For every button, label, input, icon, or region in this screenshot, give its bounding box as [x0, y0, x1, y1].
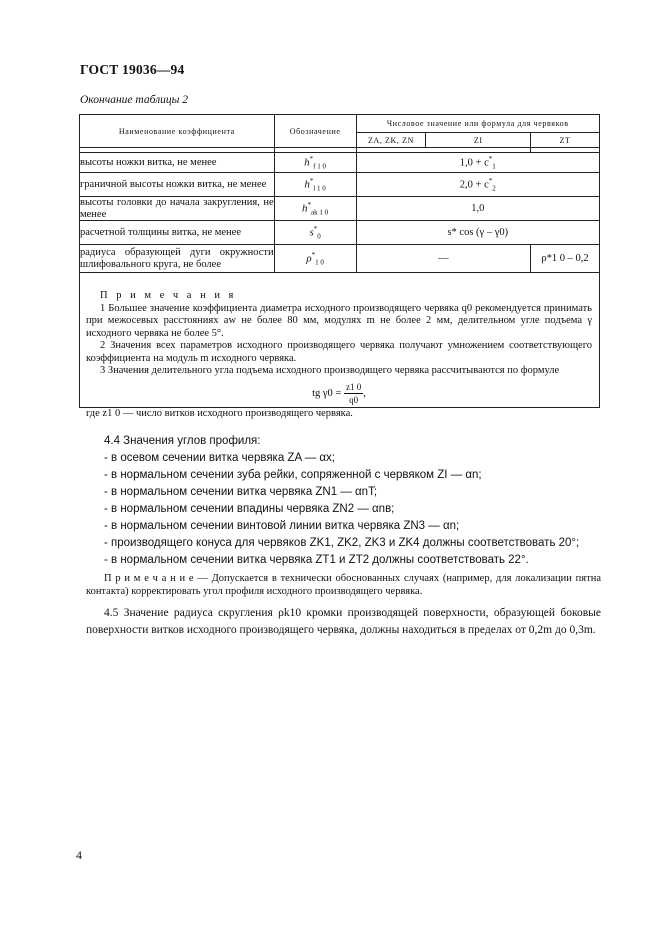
document-header: ГОСТ 19036—94	[80, 62, 185, 77]
note-3: 3 Значения делительного угла подъема исходного производящего червяка рассчитываются по формуле	[100, 365, 560, 376]
section-4-5: 4.5 Значение радиуса скругления ρk10 кромки производящей поверхности, образующей боковые поверхности витков исходного производящего червяка, должны находиться в пределах от 0,2m до 0,3m.	[86, 607, 601, 636]
formula: tg γ0 = $\frac{z1 0}{q0}$ ,	[312, 381, 366, 405]
table-notes	[86, 290, 592, 420]
subheader-zi: ZI	[426, 133, 531, 148]
table-row: расчетной толщины витка, не менее $s^*_0$ s* cos (γ – γ0)	[80, 221, 600, 245]
header-value: Числовое значение или формула для червяков	[356, 115, 599, 133]
note-1: 1 Большее значение коэффициента диаметра исходного производящего червяка q0 рекомендуется принимать при межосевых расстояниях aw не более 80 мм, модулях m не более 2 мм, делительном угле подъема γ исходного червяка не более 5°.	[86, 302, 592, 339]
list-item: - в нормальном сечении витка червяка ZN1 — αnT;	[104, 486, 378, 498]
table-row: граничной высоты ножки витка, не менее $h^*_{l 1 0}$ $2,0 + c^*_2$	[80, 173, 600, 197]
page-number: 4	[76, 848, 82, 862]
list-item: - производящего конуса для червяков ZK1, ZK2, ZK3 и ZK4 должны соответствовать 20°;	[104, 537, 580, 549]
header-symbol: Обозначение	[274, 115, 356, 148]
header-name: Наименование коэффициента	[80, 115, 275, 148]
table-row: высоты головки до начала закругления, не менее $h^*_{ak 1 0}$ 1,0	[80, 197, 600, 221]
table-continuation-caption: Окончание таблицы 2	[80, 94, 188, 106]
list-item: - в нормальном сечении винтовой линии витка червяка ZN3 — αn;	[104, 520, 460, 532]
list-item: - в осевом сечении витка червяка ZA — αx;	[104, 452, 335, 464]
notes-title: П р и м е ч а н и я	[100, 290, 237, 301]
section-4-4-note: П р и м е ч а н и е — Допускается в технически обоснованных случаях (например, для локализации пятна контакта) корректировать угол профиля исходного производящего червяка.	[86, 573, 601, 597]
section-4-4-title: 4.4 Значения углов профиля:	[104, 435, 261, 447]
table-row: высоты ножки витка, не менее $h^*_{f 1 0}$ $1,0 + c^*_1$	[80, 153, 600, 173]
list-item: - в нормальном сечении впадины червяка ZN2 — αnв;	[104, 503, 395, 515]
list-item: - в нормальном сечении витка червяка ZT1 и ZT2 должны соответствовать 22°.	[104, 554, 529, 566]
subheader-za: ZA, ZK, ZN	[356, 133, 426, 148]
subheader-zt: ZT	[531, 133, 600, 148]
table-row: радиуса образующей дуги окружности шлифовального круга, не более $\rho^*_{1 0}$ — ρ*1 0 – 0,2	[80, 245, 600, 273]
note-where: где z1 0 — число витков исходного производящего червяка.	[86, 407, 353, 419]
note-2: 2 Значения всех параметров исходного производящего червяка получают умножением соответствующего коэффициента на модуль m исходного червяка.	[86, 340, 592, 364]
list-item: - в нормальном сечении зуба рейки, сопряженной с червяком ZI — αn;	[104, 469, 482, 481]
